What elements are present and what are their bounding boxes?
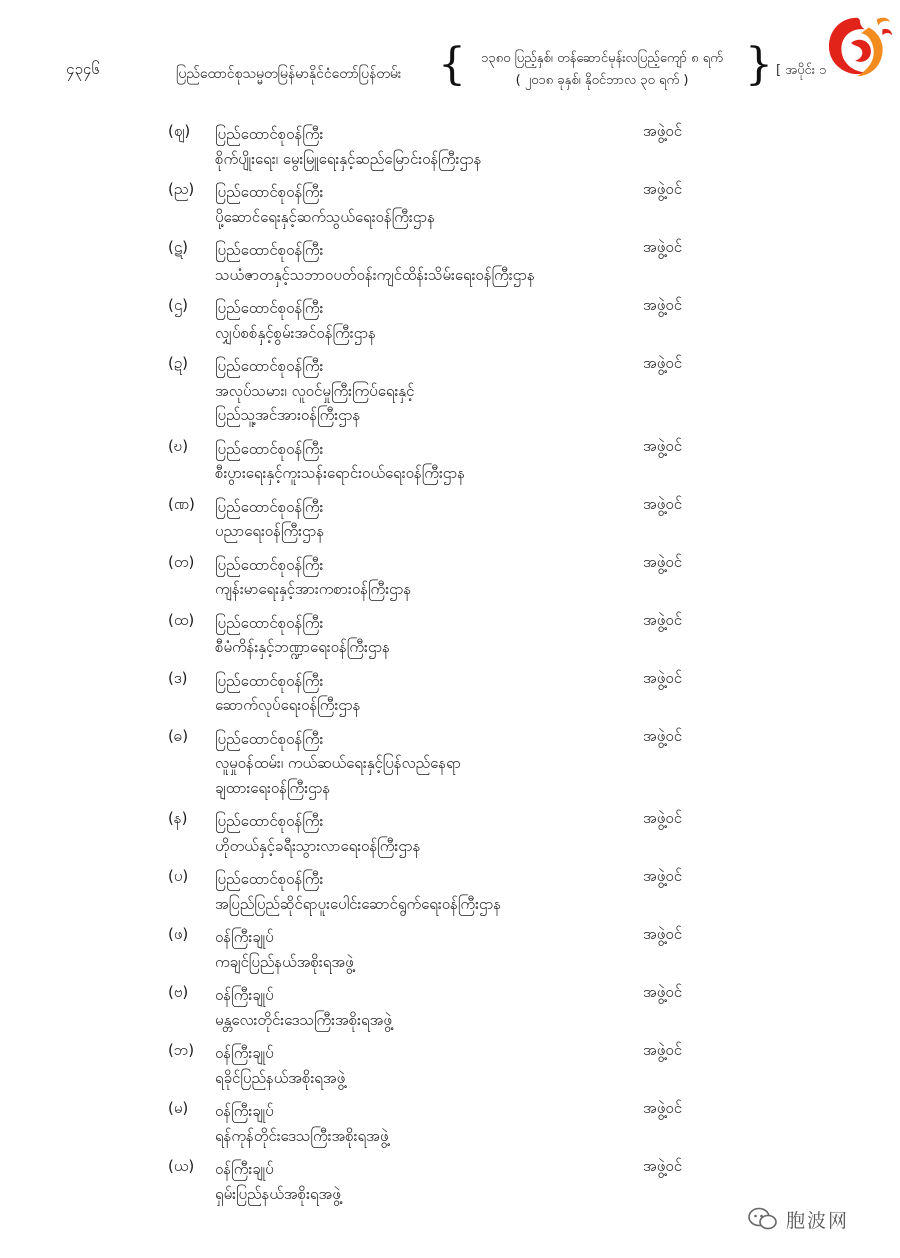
entry-role: အဖွဲ့ဝင် [643,436,683,455]
member-entry [0,296,900,345]
entry-ministry: သယံဇာတနှင့်သဘာဝပတ်ဝန်းကျင်ထိန်းသိမ်းရေးဝန်ကြီးဌာန [215,265,535,284]
member-entry [0,437,900,486]
entry-title [215,809,635,858]
entry-number: (ဎ) [168,436,189,455]
entry-position: ပြည်ထောင်စုဝန်ကြီး [215,183,324,201]
entry-ministry: ကျန်းမာရေးနှင့်အားကစားဝန်ကြီးဌာန [215,580,412,598]
entry-number: (ပ) [168,867,189,885]
entry-number: (ည) [168,180,195,198]
entry-ministry: ရခိုင်ပြည်နယ်အစိုးရအဖွဲ့ [215,1068,346,1087]
entry-ministry: ဆောက်လုပ်ရေးဝန်ကြီးဌာန [215,696,361,714]
entry-number: (မ) [168,1099,189,1117]
entry-role: အဖွဲ့ဝင် [643,296,683,314]
member-entry [0,809,900,858]
entry-title [215,983,635,1032]
entry-position: ပြည်ထောင်စုဝန်ကြီး [215,241,324,259]
issue-label: [ အပိုင်း ၁ [776,63,827,78]
member-entry [0,1157,900,1206]
entry-number: (ဓ) [168,726,189,745]
page-number: ၄၃၄၆ [66,60,100,78]
entry-number: (ဖ) [168,925,189,943]
member-entry [0,122,900,171]
entry-number: (ဘ) [168,1041,195,1059]
entry-title [215,495,635,544]
right-brace: } [745,39,773,90]
date-block [462,48,742,92]
entry-number: (ထ) [168,610,195,629]
entry-number: (တ) [168,552,195,571]
entry-ministry: ရှမ်းပြည်နယ်အစိုးရအဖွဲ့ [215,1184,341,1203]
entry-role: အဖွဲ့ဝင် [643,610,683,629]
entry-role: အဖွဲ့ဝင် [643,726,683,745]
entry-position: ဝန်ကြီးချုပ် [215,1044,274,1062]
member-entry [0,495,900,544]
entry-position: ပြည်ထောင်စုဝန်ကြီး [215,671,324,690]
entry-position: ဝန်ကြီးချုပ် [215,1102,274,1120]
member-entry [0,925,900,974]
entry-role: အဖွဲ့ဝင် [643,494,683,513]
entry-ministry: လျှပ်စစ်နှင့်စွမ်းအင်ဝန်ကြီးဌာန [215,323,376,342]
entry-position: ပြည်ထောင်စုဝန်ကြီး [215,497,324,516]
watermark [748,1204,849,1234]
entry-role: အဖွဲ့ဝင် [643,809,683,827]
entry-number: (ဏ) [168,494,195,513]
entry-position: ပြည်ထောင်စုဝန်ကြီး [215,555,324,574]
entry-number: (ဒ) [168,668,188,687]
entry-title [215,437,635,486]
entry-position: ပြည်ထောင်စုဝန်ကြီး [215,613,324,632]
member-entry [0,1099,900,1148]
entry-number: (ဈ) [168,122,191,140]
entry-ministry: အလုပ်သမား၊ လူဝင်မှုကြီးကြပ်ရေးနှင့် [215,381,415,400]
entry-role: အဖွဲ့ဝင် [643,925,683,943]
entry-role: အဖွဲ့ဝင် [643,354,683,372]
entry-ministry: စီးပွားရေးနှင့်ကူးသန်းရောင်းဝယ်ရေးဝန်ကြီးဌာန [215,464,466,482]
entry-title [215,122,635,171]
entry-position: ပြည်ထောင်စုဝန်ကြီး [215,125,324,143]
entry-title [215,180,635,229]
entry-position: ပြည်ထောင်စုဝန်ကြီး [215,357,324,375]
entry-ministry: ဟိုတယ်နှင့်ခရီးသွားလာရေးဝန်ကြီးဌာန [215,836,421,855]
left-brace: { [438,39,466,90]
entry-ministry: ရန်ကုန်တိုင်းဒေသကြီးအစိုးရအဖွဲ့ [215,1126,389,1145]
entry-position: ပြည်ထောင်စုဝန်ကြီး [215,729,324,748]
entry-role: အဖွဲ့ဝင် [643,1157,683,1175]
entry-ministry: ပြည်သူ့အင်အားဝန်ကြီးဌာန [215,406,361,424]
entry-position: ပြည်ထောင်စုဝန်ကြီး [215,812,324,830]
entry-title [215,1157,635,1206]
entry-number: (ဌ) [168,296,189,314]
entry-number: (ဍ) [168,354,189,372]
entry-role: အဖွဲ့ဝင် [643,668,683,687]
entry-role: အဖွဲ့ဝင် [643,238,683,256]
gazette-title: ပြည်ထောင်စုသမ္မတမြန်မာနိုင်ငံတော်ပြန်တမ်း [176,66,402,82]
entry-role: အဖွဲ့ဝင် [643,122,683,140]
entry-title [215,1041,635,1090]
member-entry [0,1041,900,1090]
entry-title [215,354,635,428]
entry-ministry: စီမံကိန်းနှင့်ဘဏ္ဍာရေးဝန်ကြီးဌာန [215,638,391,656]
entry-title [215,669,635,718]
entry-title [215,296,635,345]
entry-ministry: စိုက်ပျိုးရေး၊ မွေးမြူရေးနှင့်ဆည်မြောင်းဝန်ကြီးဌာန [215,149,482,168]
entry-ministry: ကချင်ပြည်နယ်အစိုးရအဖွဲ့ [215,952,354,971]
entry-ministry: လူမှုဝန်ထမ်း၊ ကယ်ဆယ်ရေးနှင့်ပြန်လည်နေရာ [215,754,461,772]
member-entry [0,669,900,718]
chat-bubble-icon [748,1206,778,1232]
entry-ministry: မန္တလေးတိုင်းဒေသကြီးအစိုးရအဖွဲ့ [215,1010,392,1029]
member-entry [0,238,900,287]
entry-role: အဖွဲ့ဝင် [643,552,683,571]
entry-position: ဝန်ကြီးချုပ် [215,1160,274,1178]
entry-number: (ယ) [168,1157,195,1175]
member-entry [0,180,900,229]
entry-title [215,727,635,801]
entry-ministry: ပညာရေးဝန်ကြီးဌာန [215,522,325,540]
member-entry [0,611,900,660]
entry-position: ပြည်ထောင်စုဝန်ကြီး [215,439,324,458]
entry-number: (ဗ) [168,983,189,1001]
entry-position: ပြည်ထောင်စုဝန်ကြီး [215,870,324,888]
entry-role: အဖွဲ့ဝင် [643,1041,683,1059]
member-entry [0,727,900,801]
entry-ministry: ချထားရေးဝန်ကြီးဌာန [215,778,331,797]
entry-role: အဖွဲ့ဝင် [643,1099,683,1117]
gregorian-date: ( ၂၀၁၈ ခုနှစ်၊ နိုဝင်ဘာလ ၃၀ ရက် ) [515,73,689,88]
entry-title [215,867,635,916]
entry-position: ပြည်ထောင်စုဝန်ကြီး [215,299,324,317]
page-header [0,0,900,100]
entry-position: ဝန်ကြီးချုပ် [215,928,274,946]
entry-number: (ဋ) [168,238,189,256]
entry-title [215,925,635,974]
entry-role: အဖွဲ့ဝင် [643,983,683,1001]
member-list [0,122,900,1215]
member-entry [0,354,900,428]
watermark-text: 胞波网 [786,1209,850,1232]
entry-ministry: အပြည်ပြည်ဆိုင်ရာပူးပေါင်းဆောင်ရွက်ရေးဝန်ကြီးဌာန [215,894,502,913]
entry-position: ဝန်ကြီးချုပ် [215,986,274,1004]
entry-title [215,553,635,602]
member-entry [0,867,900,916]
member-entry [0,983,900,1032]
entry-role: အဖွဲ့ဝင် [643,180,683,198]
myanmar-date: ၁၃၈၀ ပြည့်နှစ်၊ တန်ဆောင်မုန်းလပြည့်ကျော် ၈ ရက် [481,51,723,66]
entry-title [215,238,635,287]
entry-number: (န) [168,809,188,827]
entry-ministry: ပို့ဆောင်ရေးနှင့်ဆက်သွယ်ရေးဝန်ကြီးဌာန [215,207,435,226]
entry-title [215,1099,635,1148]
phoenix-swirl-logo [818,8,896,86]
entry-title [215,611,635,660]
entry-role: အဖွဲ့ဝင် [643,867,683,885]
member-entry [0,553,900,602]
